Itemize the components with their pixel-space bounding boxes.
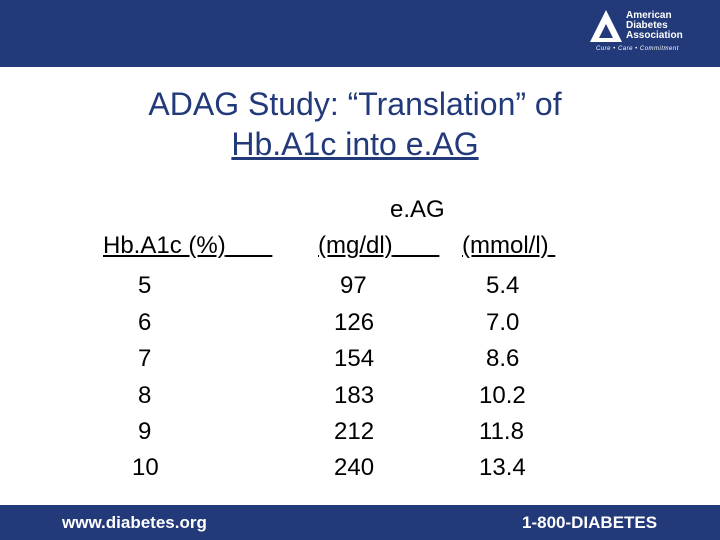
cell-mmoll: 13.4 <box>479 454 526 481</box>
column-header-hba1c-text: Hb.A1c (%) <box>103 232 226 259</box>
column-header-mmoll-text: (mmol/l) <box>462 232 549 259</box>
cell-hba1c: 8 <box>138 382 152 409</box>
title-line-2-text: Hb.A1c into e.AG <box>231 126 479 162</box>
group-header-eag: e.AG <box>390 196 445 223</box>
cell-hba1c: 7 <box>138 345 152 372</box>
logo-tagline: Cure • Care • Commitment <box>596 46 679 52</box>
cell-mmoll: 8.6 <box>486 345 520 372</box>
header-bar <box>0 0 720 67</box>
cell-mgdl: 97 <box>340 272 367 299</box>
cell-mmoll: 7.0 <box>486 309 520 336</box>
logo-line-2: Diabetes <box>626 20 668 31</box>
cell-mgdl: 154 <box>334 345 375 372</box>
cell-mgdl: 183 <box>334 382 375 409</box>
column-header-hba1c <box>103 232 272 260</box>
cell-mmoll: 5.4 <box>486 272 520 299</box>
cell-hba1c: 9 <box>138 418 152 445</box>
logo-line-3: Association <box>626 30 683 41</box>
column-header-mmoll <box>462 232 555 260</box>
column-header-mgdl-text: (mg/dl) <box>318 232 393 259</box>
slide-title <box>0 84 710 164</box>
column-header-mgdl <box>318 232 439 260</box>
cell-hba1c: 10 <box>132 454 159 481</box>
logo-wordmark <box>626 11 683 41</box>
cell-mgdl: 126 <box>334 309 375 336</box>
ada-logo <box>588 8 713 58</box>
cell-mgdl: 240 <box>334 454 375 481</box>
footer-website-link[interactable]: www.diabetes.org <box>62 513 207 532</box>
logo-line-1: American <box>626 10 672 21</box>
cell-hba1c: 5 <box>138 272 152 299</box>
ada-triangle-icon <box>588 8 624 46</box>
cell-mgdl: 212 <box>334 418 375 445</box>
cell-mmoll: 10.2 <box>479 382 526 409</box>
footer-phone-number: 1-800-DIABETES <box>522 513 658 532</box>
cell-mmoll: 11.8 <box>479 418 524 445</box>
title-line-2 <box>0 124 710 164</box>
title-line-1: ADAG Study: “Translation” of <box>148 86 562 122</box>
cell-hba1c: 6 <box>138 309 152 336</box>
